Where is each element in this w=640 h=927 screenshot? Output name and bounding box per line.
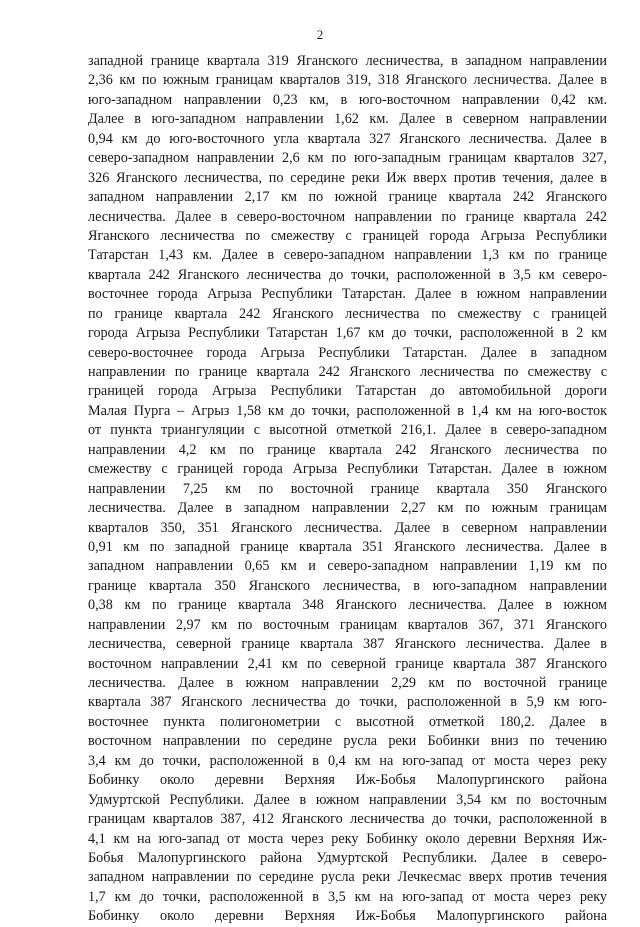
text-line: 2,36 км по южным границам кварталов 319, 318 Яганского лесничества. Далее в	[88, 72, 607, 89]
text-line: лесничества. Далее в западном направлении 2,27 км по южным границам	[88, 500, 607, 517]
text-line: восточном направлении по середине русла реки Бобинки вниз по течению	[88, 733, 607, 750]
text-line: западном направлении 2,17 км по южной границе квартала 242 Яганского	[88, 189, 607, 206]
text-line: направлении 4,2 км по границе квартала 242 Яганского лесничества по	[88, 441, 607, 458]
text-line: 326 Яганского лесничества, по середине реки Иж вверх против течения, далее в	[88, 169, 607, 186]
text-line: лесничества, северной границе квартала 387 Яганского лесничества. Далее в	[88, 636, 607, 653]
text-line: восточном направлении 2,41 км по северной границе квартала 387 Яганского	[88, 655, 607, 672]
text-line: кварталов 350, 351 Яганского лесничества. Далее в северном направлении	[88, 519, 607, 536]
text-line: 3,4 км до точки, расположенной в 0,4 км на юго-запад от моста через реку	[88, 752, 607, 769]
text-line: северо-восточнее города Агрыза Республики Татарстан. Далее в западном	[88, 344, 607, 361]
text-line: 0,94 км до юго-восточного угла квартала 327 Яганского лесничества. Далее в	[88, 130, 607, 147]
text-line: северо-западном направлении 2,6 км по юго-западным границам кварталов 327,	[88, 150, 607, 167]
text-line: 4,1 км на юго-запад от моста через реку Бобинку около деревни Верхняя Иж-	[88, 830, 607, 847]
text-line: восточнее города Агрыза Республики Татарстан. Далее в южном направлении	[88, 286, 607, 303]
text-line: юго-западном направлении 0,23 км, в юго-восточном направлении 0,42 км.	[88, 91, 607, 108]
text-line: границей города Агрыза Республики Татарстан до автомобильной дороги	[88, 383, 607, 400]
text-line: лесничества. Далее в южном направлении 2,29 км по восточной границе	[88, 675, 607, 691]
text-line: Далее в юго-западном направлении 1,62 км. Далее в северном направлении	[88, 111, 607, 128]
text-line: Удмуртской Республики. Далее в южном направлении 3,54 км по восточным	[88, 791, 607, 808]
text-line: города Агрыза Республики Татарстан 1,67 км до точки, расположенной в 2 км	[88, 325, 607, 342]
text-line: западном направлении по середине русла реки Лечкесмас вверх против течения	[88, 869, 607, 886]
text-line: западном направлении 0,65 км и северо-западном направлении 1,19 км по	[88, 558, 607, 575]
text-line: границе квартала 350 Яганского лесничества, в юго-западном направлении	[88, 577, 607, 594]
text-line: Яганского лесничества по смежеству с границей города Агрыза Республики	[88, 227, 607, 244]
page-number: 2	[316, 27, 324, 42]
text-line: границам кварталов 387, 412 Яганского лесничества до точки, расположенной в	[88, 811, 607, 828]
text-line: от пункта триангуляции с высотной отметкой 216,1. Далее в северо-западном	[88, 422, 607, 439]
text-line: Малая Пурга – Агрыз 1,58 км до точки, расположенной в 1,4 км на юго-восток	[88, 402, 607, 419]
text-line: направлении 2,97 км по восточным границам кварталов 367, 371 Яганского	[88, 616, 607, 633]
text-line: восточнее пункта полигонометрии с высотной отметкой 180,2. Далее в	[88, 713, 607, 730]
text-line: 1,7 км до точки, расположенной в 3,5 км на юго-запад от моста через реку	[88, 888, 607, 905]
text-line: квартала 242 Яганского лесничества до точки, расположенной в 3,5 км северо-	[88, 266, 607, 283]
text-line: Бобинку около деревни Верхняя Иж-Бобья Малопургинского района	[88, 772, 607, 789]
body-text	[88, 52, 607, 927]
text-line: смежеству с границей города Агрыза Республики Татарстан. Далее в южном	[88, 461, 607, 478]
text-line: Бобинку около деревни Верхняя Иж-Бобья Малопургинского района	[88, 908, 607, 925]
text-line: направлении 7,25 км по восточной границе квартала 350 Яганского	[88, 480, 607, 497]
text-line: Татарстан 1,43 км. Далее в северо-западном направлении 1,3 км по границе	[88, 247, 607, 264]
text-line: 0,91 км по западной границе квартала 351 Яганского лесничества. Далее в	[88, 538, 607, 555]
text-line: 0,38 км по границе квартала 348 Яганского лесничества. Далее в южном	[88, 597, 607, 614]
text-line: западной границе квартала 319 Яганского лесничества, в западном направлении	[88, 53, 607, 69]
text-line: направлении по границе квартала 242 Яганского лесничества по смежеству с	[88, 364, 607, 380]
text-line: квартала 387 Яганского лесничества до точки, расположенной в 5,9 км юго-	[88, 694, 607, 711]
text-line: по границе квартала 242 Яганского лесничества по смежеству с границей	[88, 305, 607, 322]
text-line: Бобья Малопургинского района Удмуртской Республики. Далее в северо-	[88, 849, 607, 866]
text-line: лесничества. Далее в северо-восточном направлении по границе квартала 242	[88, 208, 607, 225]
